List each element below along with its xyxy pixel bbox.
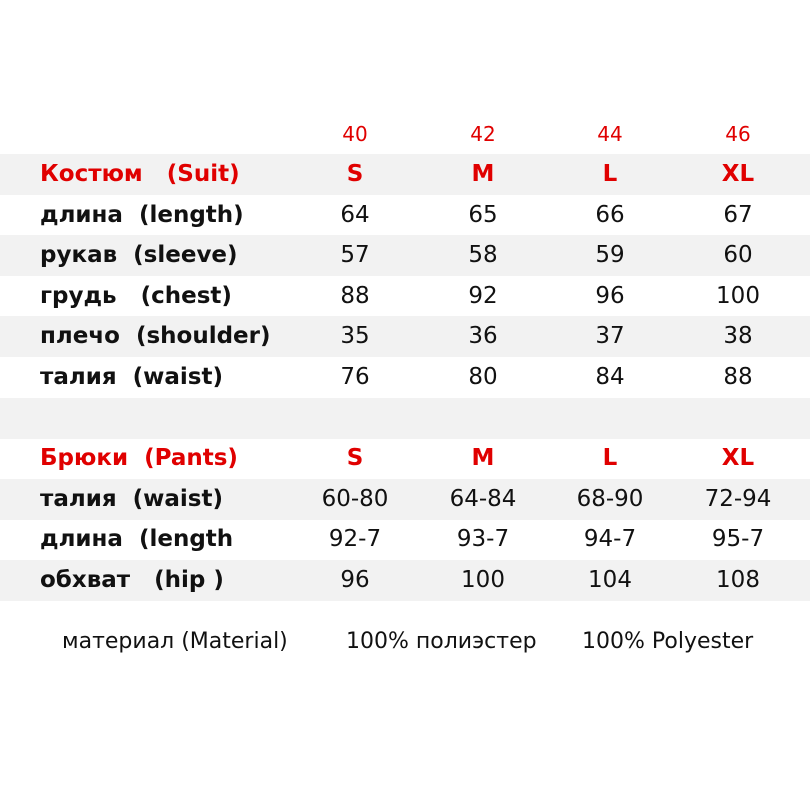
cell-value: 84 [595, 364, 625, 390]
cell-value: 60 [723, 242, 753, 269]
cell-value: 88 [723, 364, 753, 390]
row-label: плечо (shoulder) [40, 323, 271, 350]
size-number: 42 [470, 122, 496, 146]
size-number: 40 [342, 122, 368, 146]
cell-value: 95-7 [711, 526, 765, 553]
cell-value: 104 [588, 567, 632, 593]
table-row [0, 560, 810, 601]
table-row [0, 479, 810, 520]
row-label: рукав (sleeve) [40, 242, 238, 269]
material-ru: 100% полиэстер [346, 629, 537, 654]
material-label: материал (Material) [62, 629, 288, 654]
row-label: грудь (chest) [40, 282, 232, 309]
size-number: 46 [725, 122, 751, 146]
cell-value: 64 [340, 201, 370, 228]
cell-value: 76 [340, 364, 370, 390]
spacer-row [0, 398, 810, 439]
cell-value: 66 [595, 201, 625, 228]
cell-value: 67 [723, 201, 753, 228]
table-row [0, 316, 810, 357]
cell-value: 38 [723, 323, 753, 350]
size-label: S [346, 161, 364, 187]
cell-value: 94-7 [583, 526, 637, 553]
suit-header-row [0, 154, 810, 195]
row-label: обхват (hip ) [40, 567, 224, 593]
row-label: талия (waist) [40, 364, 223, 390]
table-row [0, 276, 810, 317]
row-label: талия (waist) [40, 485, 223, 512]
table-row [0, 357, 810, 398]
cell-value: 68-90 [576, 485, 644, 512]
cell-value: 60-80 [321, 485, 389, 512]
cell-value: 96 [340, 567, 370, 593]
size-label: M [471, 445, 495, 472]
cell-value: 96 [595, 282, 625, 309]
table-row [0, 235, 810, 276]
cell-value: 92-7 [328, 526, 382, 553]
size-label: L [602, 445, 618, 472]
cell-value: 57 [340, 242, 370, 269]
cell-value: 64-84 [449, 485, 517, 512]
size-label: XL [721, 161, 755, 187]
size-label: S [346, 445, 364, 472]
cell-value: 92 [468, 282, 498, 309]
size-label: XL [721, 445, 755, 472]
cell-value: 100 [716, 282, 760, 309]
table-row [0, 519, 810, 560]
cell-value: 108 [716, 567, 760, 593]
cell-value: 36 [468, 323, 498, 350]
size-label: M [471, 161, 495, 187]
pants-header-row [0, 438, 810, 479]
cell-value: 59 [595, 242, 625, 269]
material-en: 100% Polyester [582, 629, 754, 654]
suit-title: Костюм (Suit) [40, 161, 240, 187]
pants-title: Брюки (Pants) [40, 445, 238, 472]
cell-value: 72-94 [704, 485, 772, 512]
row-label: длина (length) [40, 201, 244, 228]
size-number: 44 [597, 122, 623, 146]
cell-value: 65 [468, 201, 498, 228]
row-label: длина (length [40, 526, 234, 553]
cell-value: 37 [595, 323, 625, 350]
cell-value: 100 [461, 567, 505, 593]
cell-value: 35 [340, 323, 370, 350]
size-label: L [602, 161, 618, 187]
cell-value: 58 [468, 242, 498, 269]
cell-value: 93-7 [456, 526, 510, 553]
cell-value: 88 [340, 282, 370, 309]
table-row [0, 195, 810, 236]
cell-value: 80 [468, 364, 498, 390]
